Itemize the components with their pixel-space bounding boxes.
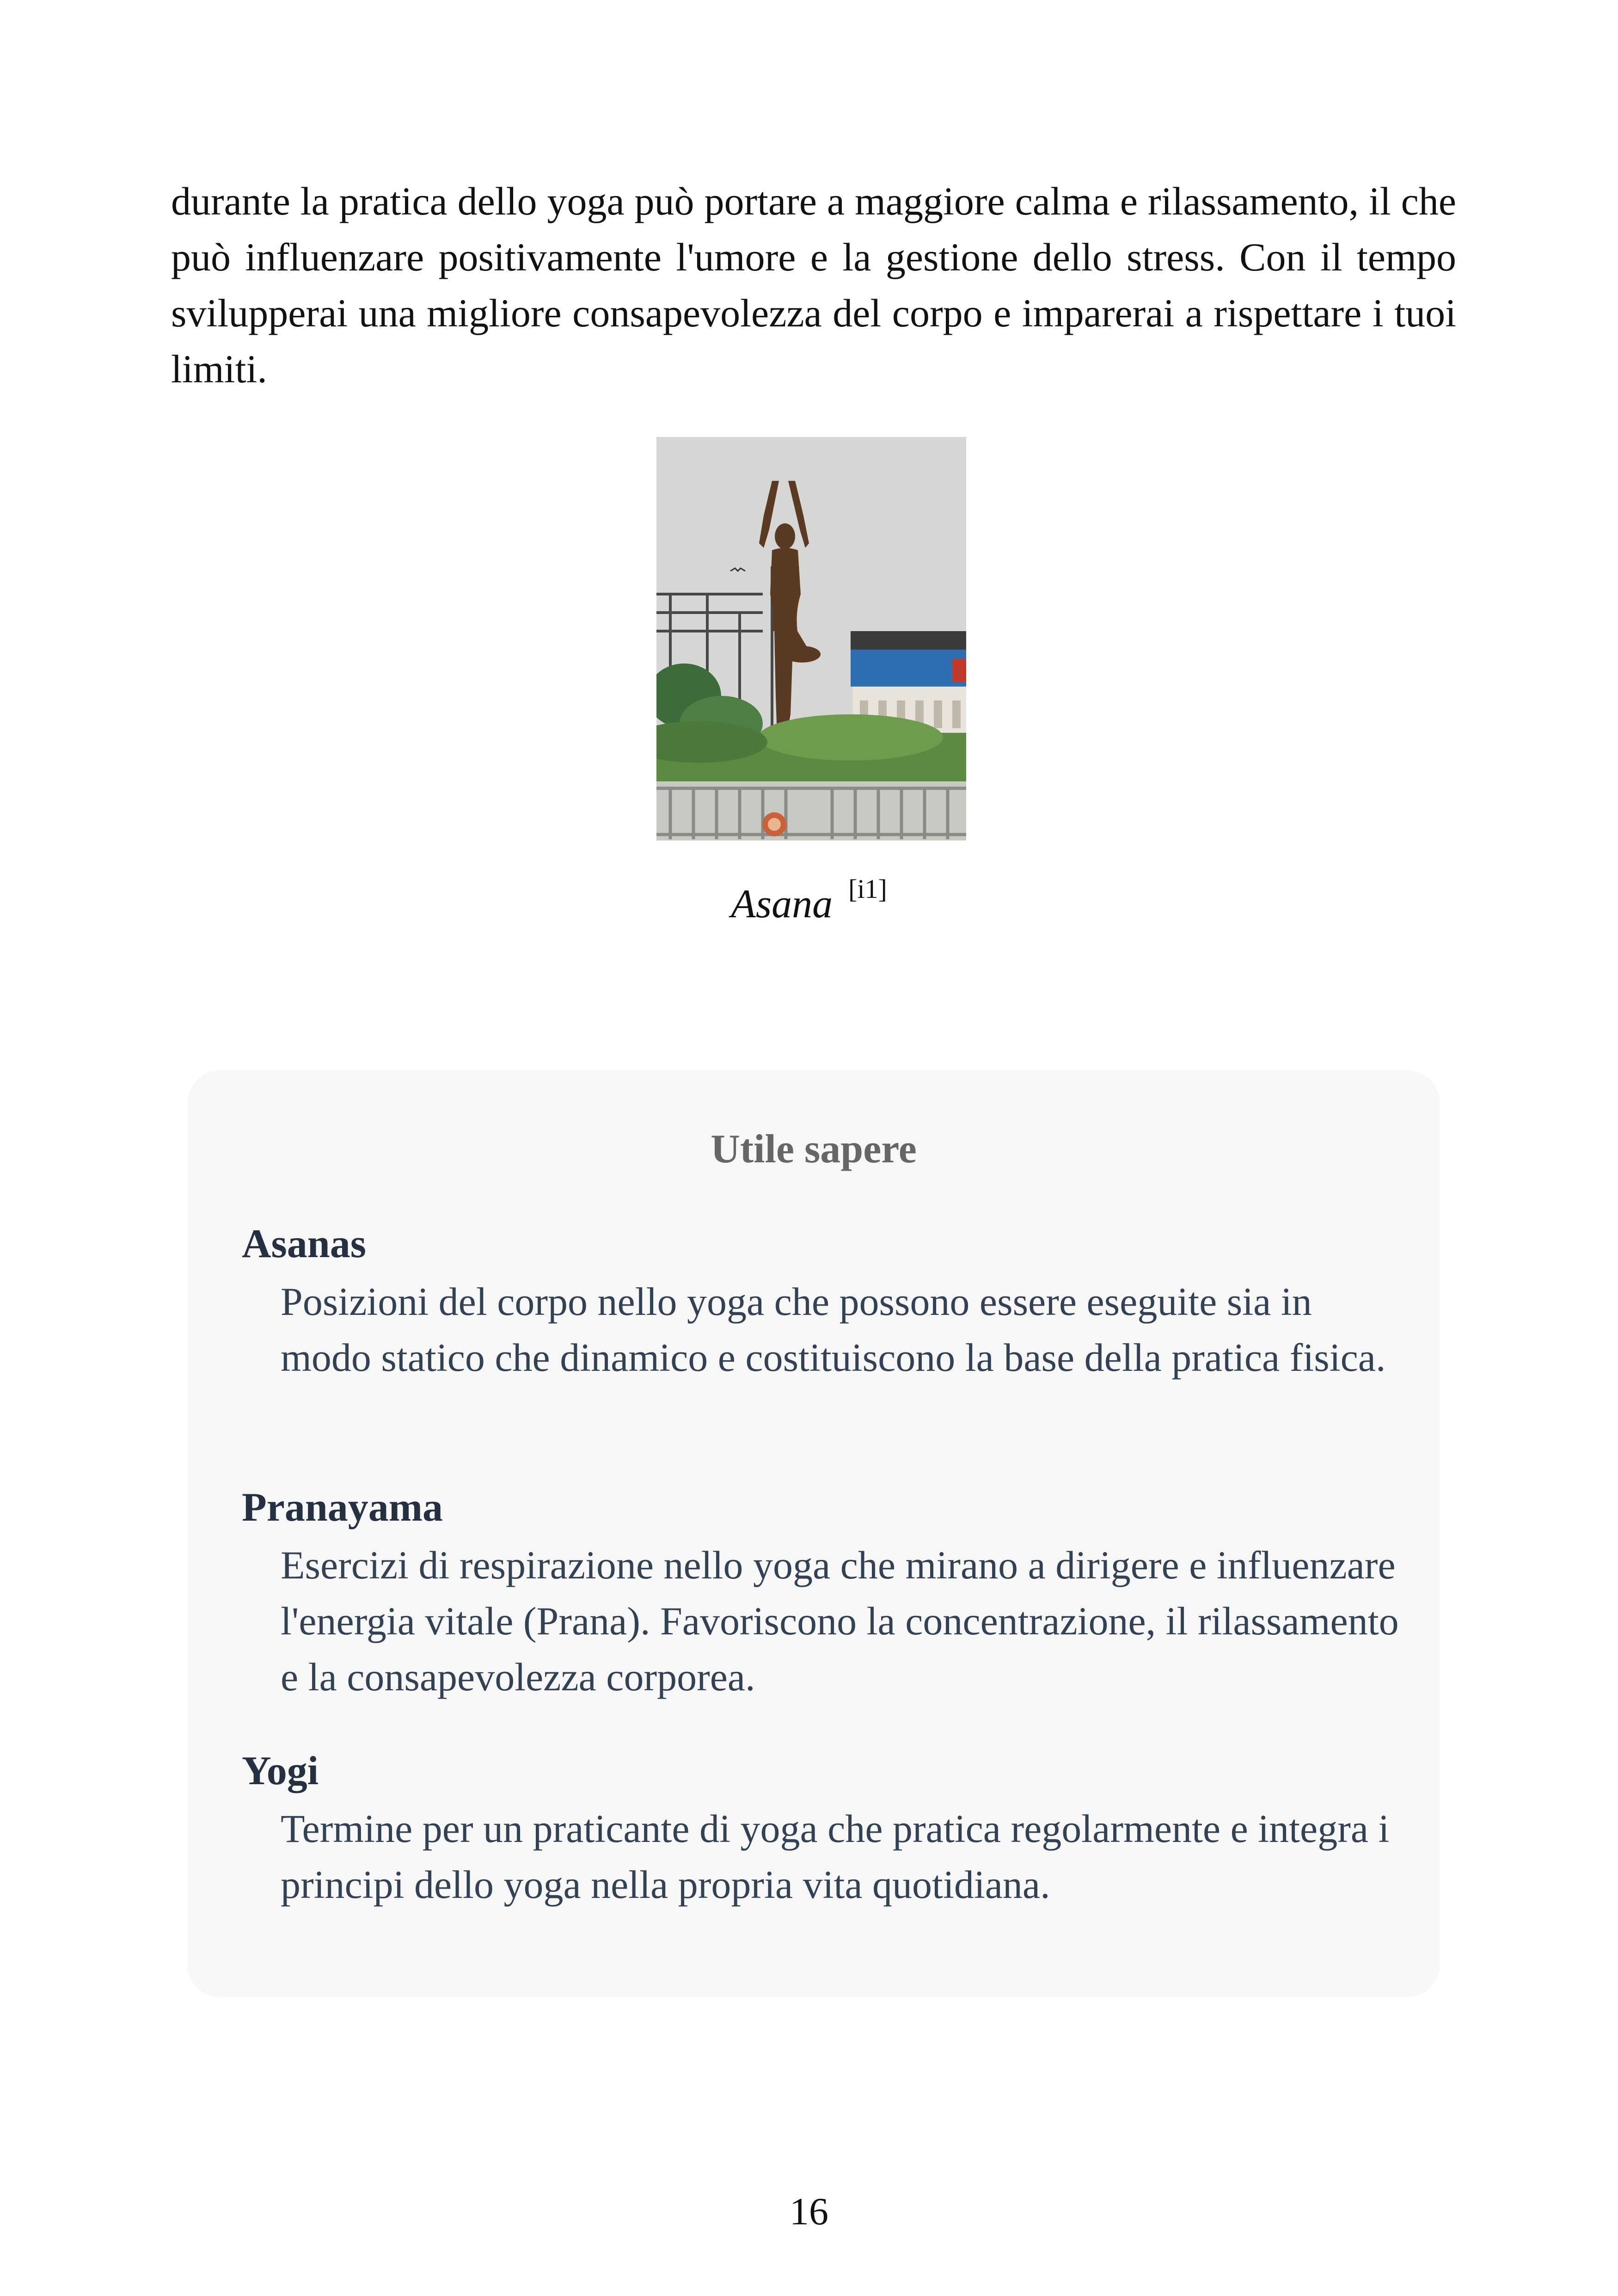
- page-number: 16: [790, 2190, 828, 2233]
- definition-yogi: Termine per un praticante di yoga che pratica regolarmente e integra i principi dello yoga nella propria vita quotidiana.: [281, 1806, 1390, 1907]
- info-box: [187, 1070, 1440, 1997]
- yoga-statue-photo: [656, 437, 966, 841]
- yoga-statue-image: [656, 437, 966, 841]
- term-yogi: Yogi: [242, 1749, 319, 1793]
- term-asanas: Asanas: [242, 1222, 366, 1266]
- term-pranayama: Pranayama: [242, 1485, 443, 1530]
- definition-pranayama: Esercizi di respirazione nello yoga che mirano a dirigere e influenzare l'energia vitale (Prana). Favoriscono la concentrazione, il rilassamento e la consapevolezza corporea.: [281, 1543, 1399, 1699]
- image-reference: [i1]: [848, 874, 887, 904]
- caption-text: Asana: [731, 882, 833, 927]
- info-box-title: Utile sapere: [711, 1127, 917, 1172]
- definition-asanas: Posizioni del corpo nello yoga che possono essere eseguite sia in modo statico che dinamico e costituiscono la base della pratica fisica.: [281, 1279, 1386, 1380]
- body-paragraph: durante la pratica dello yoga può portare a maggiore calma e rilassamento, il che può influenzare positivamente l'umore e la gestione dello stress. Con il tempo svilupperai una migliore consapevolezza del corpo e imparerai a rispettare i tuoi limiti.: [171, 179, 1456, 391]
- figure-caption: [0, 874, 1618, 927]
